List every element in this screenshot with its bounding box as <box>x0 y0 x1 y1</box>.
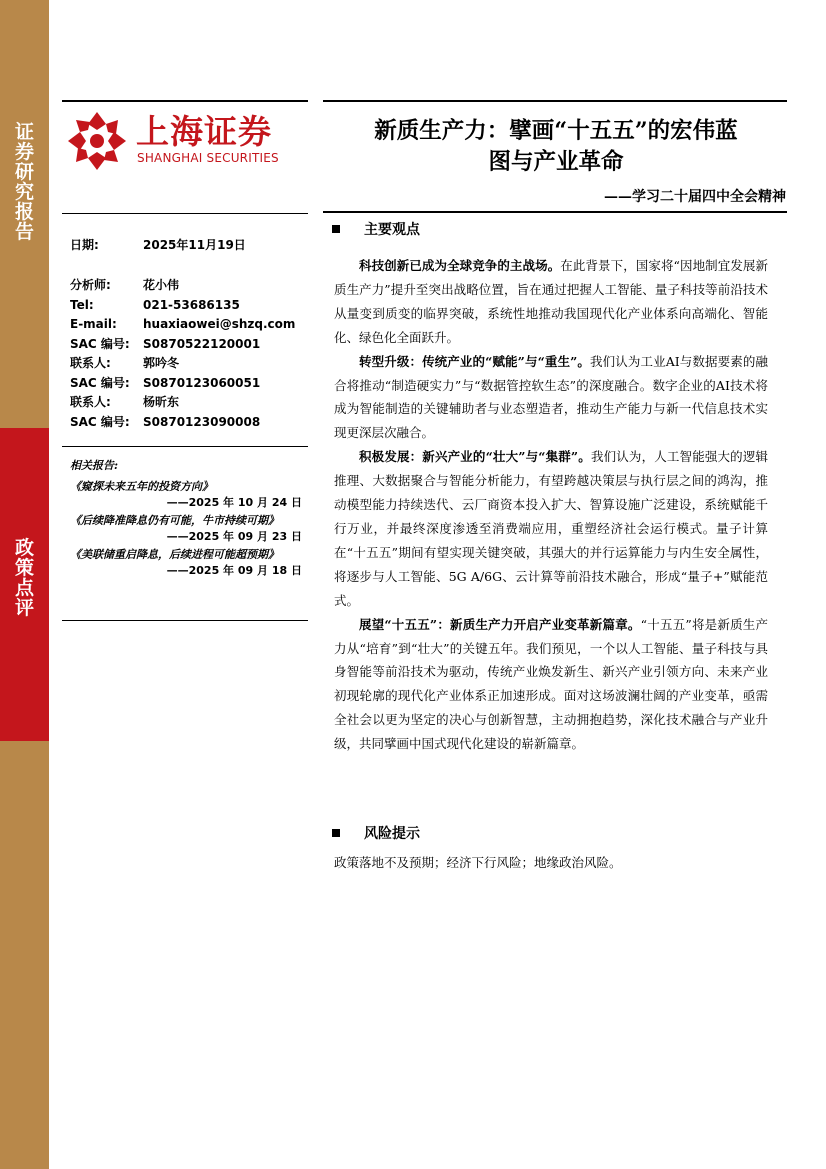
paragraph: 科技创新已成为全球竞争的主战场。在此背景下，国家将“因地制宜发展新质生产力”提升至突出战略位置，旨在通过把握人工智能、量子科技等前沿技术从量变到质变的临界突破，系统性地推动我国现代化产业体系向高端化、智能化、绿色化全面跃升。 <box>334 258 768 345</box>
meta-row: Tel: 021-53686135 <box>70 297 240 312</box>
meta-row: SAC 编号: S0870123060051 <box>70 375 261 390</box>
logo-english-name: SHANGHAI SECURITIES <box>137 151 279 165</box>
related-reports <box>70 458 302 581</box>
meta-row: E-mail: huaxiaowei@shzq.com <box>70 317 296 331</box>
meta-row: SAC 编号: S0870522120001 <box>70 336 261 351</box>
header-rule-right <box>323 100 787 102</box>
report-date: 日期: 2025年11月19日 <box>70 238 246 252</box>
logo-chinese-name: 上海证券 <box>136 112 272 151</box>
meta-row: 联系人: 郭吟冬 <box>70 356 180 370</box>
related-report-link[interactable]: 《美联储重启降息，后续进程可能超预期》 <box>70 548 279 561</box>
related-report-date: ——2025 年 09 月 18 日 <box>166 564 302 577</box>
related-report-date: ——2025 年 10 月 24 日 <box>166 496 302 509</box>
meta-rule-top <box>62 213 308 214</box>
risk-text: 政策落地不及预期；经济下行风险；地缘政治风险。 <box>334 855 622 870</box>
main-viewpoints-body <box>334 254 768 756</box>
company-logo-icon <box>66 110 128 172</box>
meta-row: SAC 编号: S0870123090008 <box>70 414 261 429</box>
related-report-link[interactable]: 《窥探未来五年的投资方向》 <box>70 480 213 493</box>
analyst-info <box>70 276 295 432</box>
meta-row: 分析师: 花小伟 <box>70 278 180 292</box>
report-type-label: 证 券 研 究 报 告 <box>14 121 34 243</box>
main-viewpoints-heading: 主要观点 <box>332 219 420 239</box>
bullet-square-icon <box>332 829 340 837</box>
report-category-label: 政 策 点 评 <box>14 537 34 619</box>
risk-heading: 风险提示 <box>332 823 420 843</box>
paragraph: 积极发展：新兴产业的“壮大”与“集群”。我们认为，人工智能强大的逻辑推理、大数据聚合与智能分析能力，有望跨越决策层与执行层之间的鸿沟，推动模型能力持续迭代、云厂商资本投入扩大、智算设施广泛建设，系统赋能千行万业，并最终深度渗透至消费端应用，重塑经济社会运行模式。量子计算在“十五五”期间有望实现关键突破，其强大的并行运算能力与内生安全属性，将逐步与人工智能、5G A/6G、云计算等前沿技术融合，形成“量子+”赋能范式。 <box>334 449 768 608</box>
report-title: 新质生产力：擘画“十五五”的宏伟蓝 图与产业革命 <box>374 118 738 175</box>
meta-rule-mid <box>62 446 308 447</box>
bullet-square-icon <box>332 225 340 233</box>
report-subtitle: ——学习二十届四中全会精神 <box>604 189 786 205</box>
related-reports-heading: 相关报告: <box>70 459 119 472</box>
related-report-link[interactable]: 《后续降准降息仍有可能，牛市持续可期》 <box>70 514 279 527</box>
related-report-date: ——2025 年 09 月 23 日 <box>166 530 302 543</box>
paragraph: 转型升级：传统产业的“赋能”与“重生”。我们认为工业AI与数据要素的融合将推动“制造硬实力”与“数据管控软生态”的深度融合。数字企业的AI技术将成为智能制造的关键辅助者与业态塑造者，推动生产能力与新一代信息技术实现更深层次融合。 <box>334 353 768 441</box>
header-rule-left <box>62 100 308 102</box>
meta-row: 联系人: 杨昕东 <box>70 395 180 409</box>
meta-rule-bottom <box>62 620 308 621</box>
paragraph: 展望“十五五”：新质生产力开启产业变革新篇章。“十五五”将是新质生产力从“培育”到“壮大”的关键五年。我们预见，一个以人工智能、量子科技与具身智能等前沿技术为驱动，传统产业焕发新生、新兴产业引领方向、未来产业初现轮廓的现代化产业体系正加速形成。面对这场波澜壮阔的产业变革，亟需全社会以更为坚定的决心与创新智慧，主动拥抱趋势，深化技术融合与产业升级，共同擘画中国式现代化建设的崭新篇章。 <box>334 616 768 752</box>
title-rule <box>323 211 787 213</box>
